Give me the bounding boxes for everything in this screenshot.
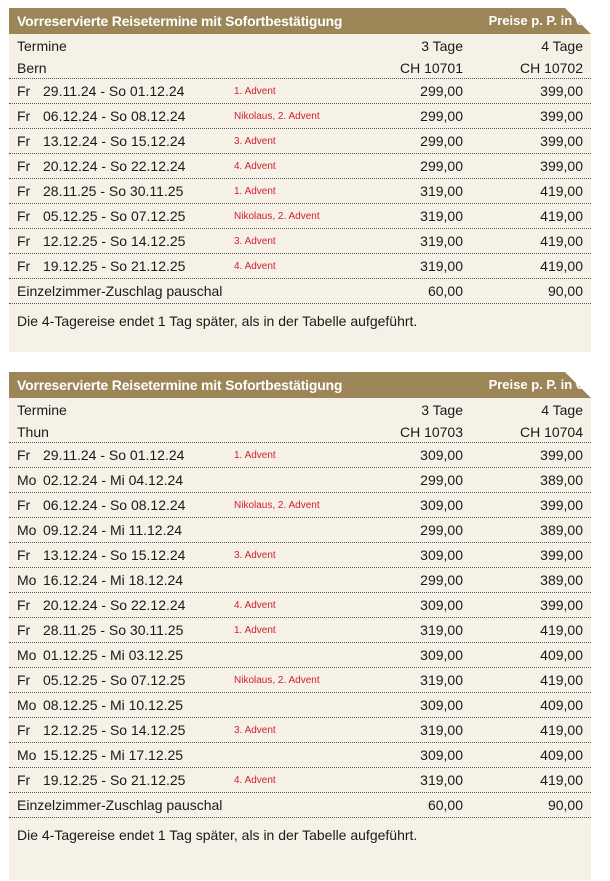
weekday: Fr [17, 158, 31, 174]
surcharge-3-tage: 60,00 [427, 797, 463, 813]
date-range: 15.12.25 - Mi 17.12.25 [43, 747, 184, 763]
location-label: Bern [17, 60, 47, 76]
location-label: Thun [17, 424, 49, 440]
date-row [9, 129, 591, 154]
weekday: Mo [17, 647, 37, 663]
date-row [9, 79, 591, 104]
weekday: Fr [17, 133, 31, 149]
price-4-tage: 399,00 [540, 447, 583, 463]
date-range: 08.12.25 - Mi 10.12.25 [43, 697, 184, 713]
weekday: Mo [17, 472, 37, 488]
price-3-tage: 309,00 [420, 497, 463, 513]
code-header-row [9, 56, 591, 79]
date-row [9, 229, 591, 254]
col-3-tage: 3 Tage [421, 38, 463, 54]
surcharge-row [9, 793, 591, 818]
date-range: 20.12.24 - So 22.12.24 [43, 158, 186, 174]
price-3-tage: 319,00 [420, 233, 463, 249]
remark: Nikolaus, 2. Advent [234, 111, 320, 122]
price-3-tage: 319,00 [420, 622, 463, 638]
column-header-row [9, 398, 591, 420]
col-termine: Termine [17, 402, 67, 418]
date-range: 09.12.24 - Mi 11.12.24 [43, 522, 183, 538]
price-4-tage: 399,00 [540, 597, 583, 613]
date-range: 12.12.25 - So 14.12.25 [43, 722, 186, 738]
weekday: Fr [17, 547, 31, 563]
date-row [9, 643, 591, 668]
price-4-tage: 419,00 [540, 722, 583, 738]
table-title: Vorreservierte Reisetermine mit Sofortbestätigung [17, 377, 343, 393]
price-3-tage: 309,00 [420, 447, 463, 463]
price-3-tage: 299,00 [420, 158, 463, 174]
surcharge-label: Einzelzimmer-Zuschlag pauschal [17, 797, 223, 813]
price-4-tage: 409,00 [540, 697, 583, 713]
remark: 4. Advent [234, 600, 276, 611]
date-range: 05.12.25 - So 07.12.25 [43, 208, 186, 224]
corner-notch [565, 372, 591, 398]
price-4-tage: 409,00 [540, 747, 583, 763]
price-3-tage: 299,00 [420, 472, 463, 488]
price-3-tage: 299,00 [420, 108, 463, 124]
price-label: Preise p. P. in € [488, 13, 583, 28]
price-4-tage: 419,00 [540, 208, 583, 224]
col-3-tage: 3 Tage [421, 402, 463, 418]
price-4-tage: 389,00 [540, 472, 583, 488]
date-range: 29.11.24 - So 01.12.24 [43, 447, 185, 463]
date-range: 19.12.25 - So 21.12.25 [43, 772, 186, 788]
price-table-thun [9, 372, 591, 880]
remark: 1. Advent [234, 86, 276, 97]
date-row [9, 154, 591, 179]
weekday: Fr [17, 622, 31, 638]
price-4-tage: 399,00 [540, 547, 583, 563]
table-title: Vorreservierte Reisetermine mit Sofortbestätigung [17, 13, 343, 29]
price-3-tage: 309,00 [420, 547, 463, 563]
weekday: Fr [17, 258, 31, 274]
code-3-tage: CH 10703 [399, 424, 463, 440]
code-header-row [9, 420, 591, 443]
price-4-tage: 399,00 [540, 497, 583, 513]
col-4-tage: 4 Tage [541, 38, 583, 54]
price-3-tage: 299,00 [420, 522, 463, 538]
price-4-tage: 399,00 [540, 83, 583, 99]
weekday: Fr [17, 208, 31, 224]
weekday: Fr [17, 597, 31, 613]
date-row [9, 443, 591, 468]
table-header-bar [9, 8, 591, 34]
column-header-row [9, 34, 591, 56]
price-3-tage: 299,00 [420, 133, 463, 149]
price-4-tage: 399,00 [540, 133, 583, 149]
date-range: 29.11.24 - So 01.12.24 [43, 83, 185, 99]
price-3-tage: 319,00 [420, 183, 463, 199]
price-3-tage: 319,00 [420, 722, 463, 738]
price-4-tage: 419,00 [540, 258, 583, 274]
price-3-tage: 319,00 [420, 258, 463, 274]
price-4-tage: 419,00 [540, 672, 583, 688]
date-row [9, 104, 591, 129]
weekday: Mo [17, 697, 37, 713]
date-row [9, 518, 591, 543]
price-3-tage: 309,00 [420, 747, 463, 763]
weekday: Fr [17, 183, 31, 199]
date-range: 02.12.24 - Mi 04.12.24 [43, 472, 184, 488]
date-range: 06.12.24 - So 08.12.24 [43, 108, 186, 124]
date-range: 01.12.25 - Mi 03.12.25 [43, 647, 184, 663]
weekday: Fr [17, 447, 31, 463]
price-4-tage: 409,00 [540, 647, 583, 663]
remark: 4. Advent [234, 261, 276, 272]
table-header-bar [9, 372, 591, 398]
date-row [9, 568, 591, 593]
date-rows [9, 443, 591, 793]
date-row [9, 743, 591, 768]
price-table-bern [9, 8, 591, 352]
col-4-tage: 4 Tage [541, 402, 583, 418]
corner-notch [565, 8, 591, 34]
date-row [9, 179, 591, 204]
price-3-tage: 309,00 [420, 697, 463, 713]
weekday: Fr [17, 233, 31, 249]
surcharge-4-tage: 90,00 [547, 283, 583, 299]
date-range: 20.12.24 - So 22.12.24 [43, 597, 186, 613]
date-row [9, 543, 591, 568]
footnote-row [9, 818, 591, 848]
date-range: 19.12.25 - So 21.12.25 [43, 258, 186, 274]
date-row [9, 468, 591, 493]
price-3-tage: 309,00 [420, 597, 463, 613]
price-4-tage: 419,00 [540, 772, 583, 788]
weekday: Mo [17, 522, 37, 538]
surcharge-row [9, 279, 591, 304]
date-range: 28.11.25 - So 30.11.25 [43, 622, 184, 638]
date-row [9, 493, 591, 518]
remark: Nikolaus, 2. Advent [234, 675, 320, 686]
price-4-tage: 419,00 [540, 233, 583, 249]
date-row [9, 718, 591, 743]
date-range: 13.12.24 - So 15.12.24 [43, 133, 186, 149]
code-3-tage: CH 10701 [399, 60, 463, 76]
price-3-tage: 319,00 [420, 672, 463, 688]
price-4-tage: 389,00 [540, 572, 583, 588]
date-row [9, 668, 591, 693]
price-3-tage: 299,00 [420, 572, 463, 588]
price-4-tage: 419,00 [540, 183, 583, 199]
col-termine: Termine [17, 38, 67, 54]
date-row [9, 593, 591, 618]
price-label: Preise p. P. in € [488, 377, 583, 392]
remark: 4. Advent [234, 161, 276, 172]
date-rows [9, 79, 591, 279]
code-4-tage: CH 10704 [519, 424, 583, 440]
date-row [9, 693, 591, 718]
price-3-tage: 299,00 [420, 83, 463, 99]
surcharge-label: Einzelzimmer-Zuschlag pauschal [17, 283, 223, 299]
date-range: 12.12.25 - So 14.12.25 [43, 233, 186, 249]
remark: 3. Advent [234, 136, 276, 147]
price-4-tage: 399,00 [540, 108, 583, 124]
code-4-tage: CH 10702 [519, 60, 583, 76]
weekday: Fr [17, 83, 31, 99]
remark: 1. Advent [234, 186, 276, 197]
remark: Nikolaus, 2. Advent [234, 211, 320, 222]
date-range: 28.11.25 - So 30.11.25 [43, 183, 184, 199]
weekday: Mo [17, 747, 37, 763]
weekday: Fr [17, 772, 31, 788]
remark: 1. Advent [234, 450, 276, 461]
footnote: Die 4-Tagereise endet 1 Tag später, als in der Tabelle aufgeführt. [17, 827, 418, 843]
date-row [9, 204, 591, 229]
remark: Nikolaus, 2. Advent [234, 500, 320, 511]
price-3-tage: 319,00 [420, 208, 463, 224]
weekday: Fr [17, 722, 31, 738]
price-4-tage: 389,00 [540, 522, 583, 538]
price-3-tage: 309,00 [420, 647, 463, 663]
date-range: 05.12.25 - So 07.12.25 [43, 672, 186, 688]
price-3-tage: 319,00 [420, 772, 463, 788]
weekday: Fr [17, 108, 31, 124]
remark: 3. Advent [234, 550, 276, 561]
footnote: Die 4-Tagereise endet 1 Tag später, als in der Tabelle aufgeführt. [17, 313, 418, 329]
date-row [9, 618, 591, 643]
price-4-tage: 399,00 [540, 158, 583, 174]
remark: 1. Advent [234, 625, 276, 636]
price-4-tage: 419,00 [540, 622, 583, 638]
weekday: Fr [17, 672, 31, 688]
date-range: 06.12.24 - So 08.12.24 [43, 497, 186, 513]
surcharge-4-tage: 90,00 [547, 797, 583, 813]
weekday: Mo [17, 572, 37, 588]
remark: 4. Advent [234, 775, 276, 786]
date-row [9, 254, 591, 279]
footnote-row [9, 304, 591, 334]
surcharge-3-tage: 60,00 [427, 283, 463, 299]
weekday: Fr [17, 497, 31, 513]
remark: 3. Advent [234, 725, 276, 736]
remark: 3. Advent [234, 236, 276, 247]
date-range: 13.12.24 - So 15.12.24 [43, 547, 186, 563]
date-range: 16.12.24 - Mi 18.12.24 [43, 572, 184, 588]
date-row [9, 768, 591, 793]
